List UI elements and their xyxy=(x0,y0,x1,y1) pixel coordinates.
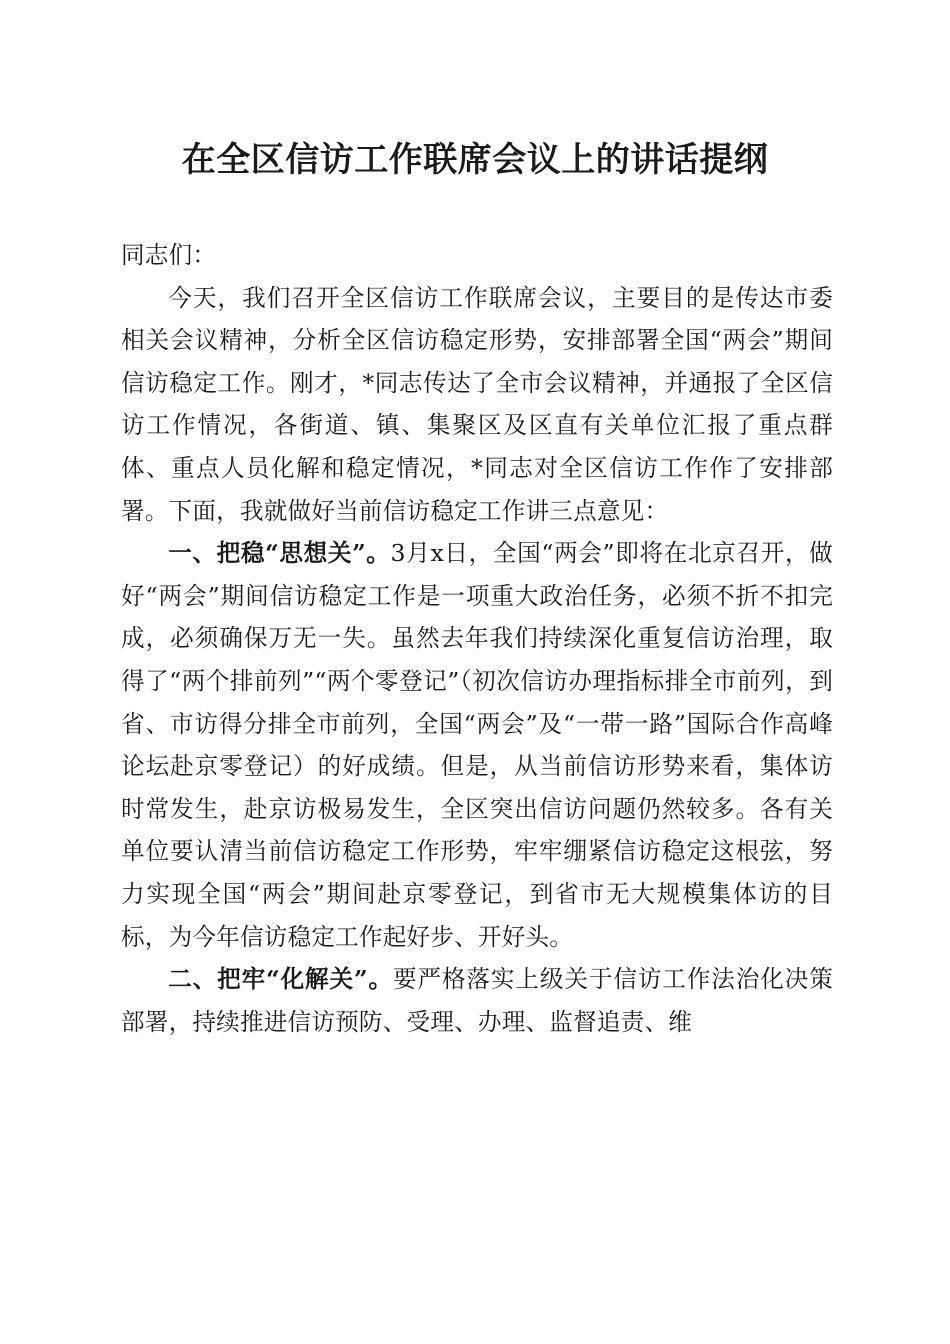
document-body xyxy=(121,234,833,1043)
document-title: 在全区信访工作联席会议上的讲话提纲 xyxy=(181,140,769,180)
paragraph-text: 要严格落实上级关于信访工作法治化决策部署，持续推进信访预防、受理、办理、监督追责、维 xyxy=(121,965,833,1036)
paragraph-text: 今天，我们召开全区信访工作联席会议，主要目的是传达市委相关会议精神，分析全区信访稳定形势，安排部署全国“两会”期间信访稳定工作。刚才，*同志传达了全市会议精神，并通报了全区信访工作情况，各街道、镇、集聚区及区直有关单位汇报了重点群体、重点人员化解和稳定情况，*同志对全区信访工作作了安排部署。下面，我就做好当前信访稳定工作讲三点意见： xyxy=(121,283,833,525)
paragraph-text: 3月x日，全国“两会”即将在北京召开，做好“两会”期间信访稳定工作是一项重大政治任务，必须不折不扣完成，必须确保万无一失。虽然去年我们持续深化重复信访治理，取得了“两个排前列”“两个零登记”（初次信访办理指标排全市前列，到省、市访得分排全市前列，全国“两会”及“一带一路”国际合作高峰论坛赴京零登记）的好成绩。但是，从当前信访形势来看，集体访时常发生，赴京访极易发生，全区突出信访问题仍然较多。各有关单位要认清当前信访稳定工作形势，牢牢绷紧信访稳定这根弦，努力实现全国“两会”期间赴京零登记，到省市无大规模集体访的目标，为今年信访稳定工作起好步、开好头。 xyxy=(121,539,833,951)
section-heading: 二、把牢“化解关”。 xyxy=(168,965,393,994)
paragraph-intro xyxy=(121,277,833,533)
paragraph-section-2 xyxy=(121,958,833,1043)
section-heading: 一、把稳“思想关”。 xyxy=(168,539,391,568)
salutation: 同志们： xyxy=(121,241,217,269)
paragraph-section-1 xyxy=(121,532,833,958)
